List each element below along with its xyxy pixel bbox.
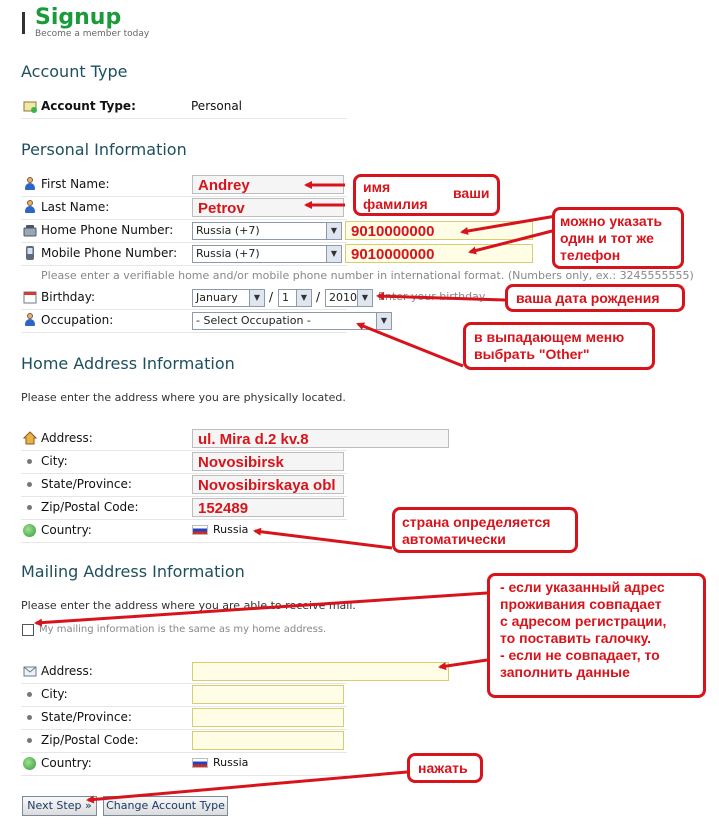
russia-flag-icon [192,758,208,768]
callout-mailing-line5: - если не совпадает, то [500,647,660,663]
home-address-label: Address: [41,431,93,445]
section-mailing-address: Mailing Address Information [21,562,245,581]
bullet-icon [27,482,32,487]
mailing-zip-input[interactable] [192,731,344,750]
mailing-state-input[interactable] [192,708,344,727]
mailing-city-label: City: [41,687,68,701]
envelope-icon [23,664,37,678]
user-icon [23,313,37,327]
account-type-label: Account Type: [41,99,136,113]
home-state-label: State/Province: [41,477,132,491]
home-country-label: Country: [41,523,92,537]
account-type-row [21,96,347,119]
mobile-phone-icon [23,246,37,260]
chevron-down-icon: ▼ [326,246,341,262]
mailing-country-label: Country: [41,756,92,770]
bullet-icon [27,692,32,697]
home-zip-label: Zip/Postal Code: [41,500,139,514]
callout-press [407,753,483,783]
home-phone-country-value: Russia (+7) [196,224,260,237]
mobile-phone-country-value: Russia (+7) [196,247,260,260]
home-state-input[interactable]: Novosibirskaya obl [192,475,344,494]
birthday-label: Birthday: [41,290,96,304]
mailing-zip-label: Zip/Postal Code: [41,733,139,747]
callout-mailing-line6: заполнить данные [500,664,630,680]
birthday-separator: / [269,290,274,304]
phone-icon [23,223,37,237]
user-icon [23,200,37,214]
callout-country [392,507,578,553]
callout-press-text: нажать [418,760,468,776]
occupation-value: - Select Occupation - [196,314,311,327]
mobile-phone-label: Mobile Phone Number: [41,246,178,260]
mailing-city-input[interactable] [192,685,344,704]
bullet-icon [27,459,32,464]
mailing-country-value: Russia [213,756,249,769]
callout-yours-text: ваши [453,185,490,201]
calendar-icon [23,290,37,304]
callout-country-line1: страна определяется [402,514,551,530]
callout-mailing [487,573,706,698]
user-icon [23,177,37,191]
callout-mailing-line1: - если указанный адрес [500,579,665,595]
globe-icon [23,757,36,770]
bullet-icon [27,505,32,510]
home-phone-label: Home Phone Number: [41,223,174,237]
same-address-label: My mailing information is the same as my home address. [39,624,327,635]
chevron-down-icon: ▼ [326,223,341,239]
home-address-input[interactable]: ul. Mira d.2 kv.8 [192,429,449,448]
birthday-month-select[interactable] [192,289,265,307]
callout-mailing-line2: проживания совпадает [500,596,662,612]
mailing-country-row [21,753,347,776]
mailing-country-display [192,756,248,769]
section-account-type: Account Type [21,62,128,81]
bullet-icon [27,738,32,743]
bullet-icon [27,715,32,720]
mailing-address-label: Address: [41,664,93,678]
first-name-input[interactable]: Andrey [192,175,344,194]
callout-surname-text: фамилия [363,196,428,212]
account-type-value: Personal [191,99,243,113]
account-card-icon [23,99,37,113]
callout-occupation-line1: в выпадающем меню [474,329,625,345]
home-address-intro: Please enter the address where you are physically located. [21,391,346,404]
callout-phone-line2: один и тот же [560,230,654,246]
last-name-label: Last Name: [41,200,110,214]
callout-birthday [505,284,685,312]
birthday-year-value: 2010 [329,291,357,304]
callout-birthday-text: ваша дата рождения [516,290,660,306]
chevron-down-icon: ▼ [296,290,311,306]
birthday-separator: / [316,290,321,304]
mobile-phone-country-select[interactable] [192,245,342,263]
same-address-checkbox[interactable] [22,624,34,636]
chevron-down-icon: ▼ [357,290,372,306]
callout-occupation-line2: выбрать "Other" [474,346,590,362]
globe-icon [23,524,36,537]
section-personal-information: Personal Information [21,140,187,159]
mailing-state-label: State/Province: [41,710,132,724]
birthday-day-select[interactable] [278,289,312,307]
chevron-down-icon: ▼ [376,313,391,329]
birthday-year-select[interactable] [325,289,373,307]
home-icon [23,431,37,445]
home-city-input[interactable]: Novosibirsk [192,452,344,471]
callout-mailing-line4: то поставить галочку. [500,630,652,646]
page-subtitle: Become a member today [35,29,150,39]
callout-name-text: имя [363,179,391,195]
callout-phone-line3: телефон [560,247,621,263]
callout-phone [552,207,684,269]
chevron-down-icon: ▼ [249,290,264,306]
russia-flag-icon [192,525,208,535]
mailing-address-input[interactable] [192,662,449,681]
occupation-select[interactable] [192,312,392,330]
callout-mailing-line3: с адресом регистрации, [500,613,667,629]
arrow-occupation [358,324,463,366]
occupation-label: Occupation: [41,313,114,327]
birthday-day-value: 1 [282,291,289,304]
callout-occupation [463,322,655,370]
phone-help-text: Please enter a verifiable home and/or mobile phone number in international format. (Numbers only, ex.: 3245555555) [41,269,694,282]
home-country-row [21,520,347,543]
home-city-label: City: [41,454,68,468]
home-phone-input[interactable]: 9010000000 [345,221,533,240]
page-title: Signup [35,5,122,30]
home-country-value: Russia [213,523,249,536]
last-name-input[interactable]: Petrov [192,198,344,217]
change-account-type-button[interactable]: Change Account Type [103,796,228,816]
callout-country-line2: автоматически [402,531,506,547]
mailing-address-intro: Please enter the address where you are able to receive mail. [21,599,356,612]
header-divider [22,12,25,34]
home-zip-input[interactable]: 152489 [192,498,344,517]
home-phone-country-select[interactable] [192,222,342,240]
home-country-display [192,523,248,536]
birthday-month-value: January [196,291,238,304]
next-step-button[interactable]: Next Step » [22,796,97,816]
mobile-phone-input[interactable]: 9010000000 [345,244,533,263]
birthday-help-text: Enter your birthday [378,290,486,303]
callout-name [353,174,500,216]
first-name-label: First Name: [41,177,110,191]
section-home-address: Home Address Information [21,354,235,373]
callout-phone-line1: можно указать [560,213,663,229]
